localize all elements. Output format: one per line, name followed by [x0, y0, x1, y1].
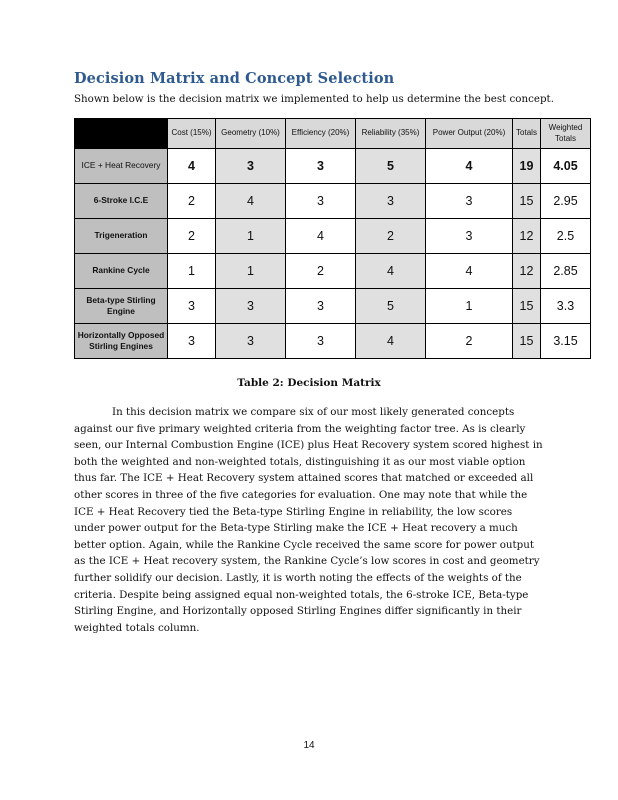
header-corner-cell — [75, 119, 168, 149]
score-cell: 2.85 — [541, 254, 591, 289]
header-totals: Totals — [513, 119, 541, 149]
table-row — [75, 149, 591, 184]
table-row — [75, 184, 591, 219]
score-cell: 4 — [426, 149, 513, 184]
table-header-row — [75, 119, 591, 149]
row-label: Beta-type Stirling Engine — [75, 289, 168, 324]
score-cell: 3 — [216, 289, 286, 324]
score-cell: 4.05 — [541, 149, 591, 184]
score-cell: 15 — [513, 289, 541, 324]
score-cell: 19 — [513, 149, 541, 184]
score-cell: 3 — [168, 289, 216, 324]
table-row — [75, 289, 591, 324]
score-cell: 4 — [286, 219, 356, 254]
header-weighted-totals: Weighted Totals — [541, 119, 591, 149]
score-cell: 3 — [286, 289, 356, 324]
score-cell: 3 — [216, 324, 286, 359]
score-cell: 4 — [426, 254, 513, 289]
body-paragraph: In this decision matrix we compare six of our most likely generated concepts against our five primary weighted criteria from the weighting factor tree. As is clearly seen, our Internal Combustion Engine (ICE) plus Heat Recovery system scored highest in both the weighted and non-weighted totals, distinguishing it as our most viable option thus far. The ICE + Heat Recovery system attained scores that matched or exceeded all other scores in three of the five categories for evaluation. One may note that while the ICE + Heat Recovery tied the Beta-type Stirling Engine in reliability, the low scores under power output for the Beta-type Stirling make the ICE + Heat recovery a much better option. Again, while the Rankine Cycle received the same score for power output as the ICE + Heat recovery system, the Rankine Cycle’s low scores in cost and geometry further solidify our decision. Lastly, it is worth noting the effects of the weights of the criteria. Despite being assigned equal non-weighted totals, the 6-stroke ICE, Beta-type Stirling Engine, and Horizontally opposed Stirling Engines differ significantly in their weighted totals column. — [74, 406, 543, 634]
row-label: ICE + Heat Recovery — [75, 149, 168, 184]
row-label: Rankine Cycle — [75, 254, 168, 289]
decision-matrix-table — [74, 118, 591, 359]
table-row — [75, 219, 591, 254]
header-power-output: Power Output (20%) — [426, 119, 513, 149]
score-cell: 2 — [168, 219, 216, 254]
score-cell: 12 — [513, 219, 541, 254]
score-cell: 15 — [513, 184, 541, 219]
score-cell: 4 — [356, 254, 426, 289]
table-row — [75, 324, 591, 359]
score-cell: 1 — [216, 219, 286, 254]
page-number: 14 — [303, 740, 315, 751]
score-cell: 2.95 — [541, 184, 591, 219]
score-cell: 2 — [426, 324, 513, 359]
header-reliability: Reliability (35%) — [356, 119, 426, 149]
score-cell: 3.15 — [541, 324, 591, 359]
section-heading: Decision Matrix and Concept Selection — [74, 70, 395, 87]
intro-text: Shown below is the decision matrix we implemented to help us determine the best concept. — [74, 93, 554, 105]
score-cell: 4 — [168, 149, 216, 184]
header-cost: Cost (15%) — [168, 119, 216, 149]
score-cell: 3 — [168, 324, 216, 359]
score-cell: 2 — [168, 184, 216, 219]
header-geometry: Geometry (10%) — [216, 119, 286, 149]
score-cell: 3 — [286, 149, 356, 184]
score-cell: 3 — [426, 219, 513, 254]
score-cell: 5 — [356, 149, 426, 184]
score-cell: 4 — [356, 324, 426, 359]
score-cell: 2 — [286, 254, 356, 289]
row-label: Horizontally Opposed Stirling Engines — [75, 324, 168, 359]
score-cell: 5 — [356, 289, 426, 324]
table-caption: Table 2: Decision Matrix — [237, 377, 381, 389]
row-label: Trigeneration — [75, 219, 168, 254]
score-cell: 1 — [426, 289, 513, 324]
score-cell: 1 — [216, 254, 286, 289]
table-row — [75, 254, 591, 289]
score-cell: 3 — [426, 184, 513, 219]
score-cell: 12 — [513, 254, 541, 289]
header-efficiency: Efficiency (20%) — [286, 119, 356, 149]
score-cell: 1 — [168, 254, 216, 289]
score-cell: 3 — [286, 184, 356, 219]
score-cell: 2 — [356, 219, 426, 254]
score-cell: 3 — [286, 324, 356, 359]
score-cell: 3 — [356, 184, 426, 219]
score-cell: 2.5 — [541, 219, 591, 254]
score-cell: 4 — [216, 184, 286, 219]
score-cell: 15 — [513, 324, 541, 359]
score-cell: 3 — [216, 149, 286, 184]
row-label: 6-Stroke I.C.E — [75, 184, 168, 219]
score-cell: 3.3 — [541, 289, 591, 324]
